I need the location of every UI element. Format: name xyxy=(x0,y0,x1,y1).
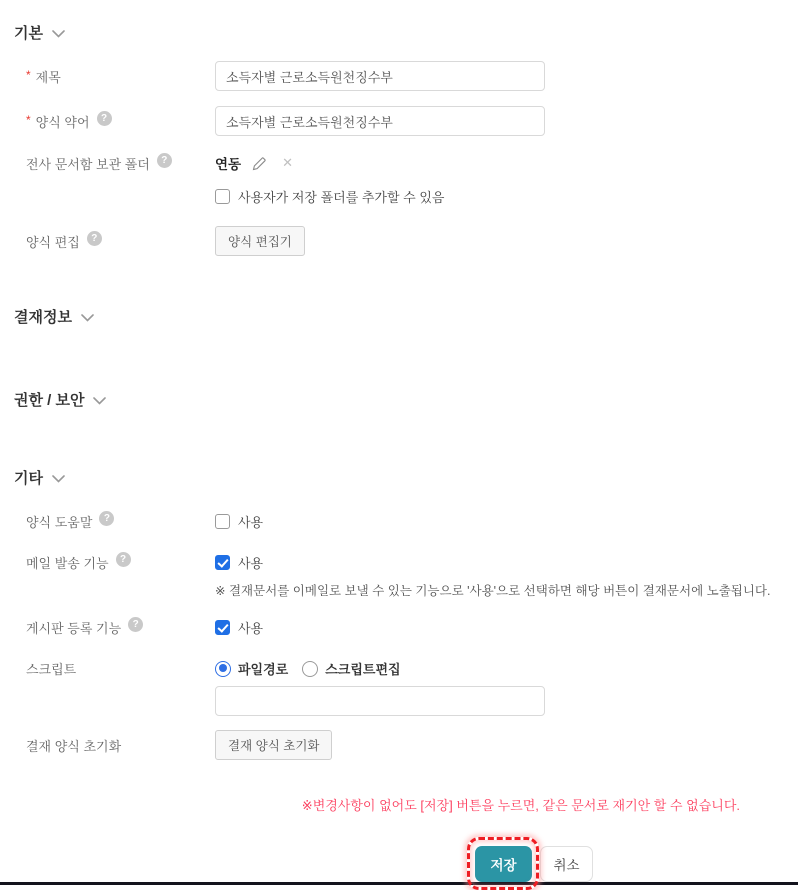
section-approval-info-title: 결재정보 xyxy=(14,309,72,326)
chevron-down-icon[interactable] xyxy=(52,475,65,483)
row-form-edit xyxy=(26,226,798,256)
abbr-input[interactable] xyxy=(215,106,545,136)
board-register-use-label: 사용 xyxy=(238,621,264,636)
form-help-use-label: 사용 xyxy=(238,515,264,530)
chevron-down-icon[interactable] xyxy=(81,314,94,322)
form-reset-button[interactable]: 결재 양식 초기화 xyxy=(215,730,332,760)
edit-pencil-icon[interactable] xyxy=(251,155,268,172)
section-permission-security[interactable] xyxy=(14,389,798,410)
script-path-input[interactable] xyxy=(215,686,545,716)
help-question-icon[interactable]: ? xyxy=(97,111,112,126)
close-icon[interactable]: ✕ xyxy=(282,155,293,170)
section-basic[interactable] xyxy=(14,22,798,43)
bottom-divider xyxy=(0,882,798,885)
board-register-checkbox[interactable] xyxy=(215,620,230,635)
help-question-icon[interactable]: ? xyxy=(157,153,172,168)
section-approval-info[interactable] xyxy=(14,306,798,327)
row-folder-add xyxy=(26,187,798,206)
help-question-icon[interactable]: ? xyxy=(87,231,102,246)
mail-send-use-label: 사용 xyxy=(238,556,264,571)
mail-send-label: 메일 발송 기능 ? xyxy=(26,553,215,572)
folder-value: 연동 xyxy=(215,157,242,172)
mail-send-checkbox[interactable] xyxy=(215,555,230,570)
save-button[interactable]: 저장 xyxy=(475,846,532,882)
row-form-reset xyxy=(26,730,798,760)
required-asterisk: * xyxy=(26,112,31,127)
row-script-input xyxy=(26,686,798,716)
section-etc-title: 기타 xyxy=(14,470,43,487)
help-question-icon[interactable]: ? xyxy=(116,552,131,567)
help-question-icon[interactable]: ? xyxy=(99,511,114,526)
row-title xyxy=(26,61,798,91)
chevron-down-icon[interactable] xyxy=(93,397,106,405)
script-label: 스크립트 xyxy=(26,662,77,677)
row-form-help xyxy=(26,512,798,531)
row-script xyxy=(26,659,798,678)
cancel-button[interactable]: 취소 xyxy=(540,846,593,882)
row-abbr xyxy=(26,106,798,136)
required-asterisk: * xyxy=(26,67,31,82)
user-folder-add-checkbox[interactable] xyxy=(215,189,230,204)
script-edit-radio[interactable] xyxy=(302,661,318,677)
chevron-down-icon[interactable] xyxy=(52,30,65,38)
title-label: * 제목 xyxy=(26,67,61,85)
mail-send-note: ※ 결재문서를 이메일로 보낼 수 있는 기능으로 '사용'으로 선택하면 해당 버튼이 결재문서에 노출됩니다. xyxy=(215,584,771,598)
script-file-path-label: 파일경로 xyxy=(238,662,289,677)
user-folder-add-label: 사용자가 저장 폴더를 추가할 수 있음 xyxy=(238,190,445,205)
section-etc[interactable] xyxy=(14,467,798,488)
script-file-path-radio[interactable] xyxy=(215,661,231,677)
section-basic-title: 기본 xyxy=(14,25,43,42)
help-question-icon[interactable]: ? xyxy=(128,617,143,632)
form-reset-label: 결재 양식 초기화 xyxy=(26,738,122,754)
row-folder xyxy=(26,153,798,173)
folder-label: 전사 문서함 보관 폴더 ? xyxy=(26,154,215,173)
row-board-register xyxy=(26,618,798,637)
title-input[interactable] xyxy=(215,61,545,91)
script-edit-label: 스크립트편집 xyxy=(325,662,401,677)
form-editor-button[interactable]: 양식 편집기 xyxy=(215,226,305,256)
form-help-checkbox[interactable] xyxy=(215,514,230,529)
button-bar xyxy=(0,846,798,882)
form-help-label: 양식 도움말 ? xyxy=(26,512,215,531)
save-warning-text: ※변경사항이 없어도 [저장] 버튼을 누르면, 같은 문서로 재기안 할 수 없습니다. xyxy=(301,798,740,813)
row-mail-send xyxy=(26,553,798,572)
abbr-label: * 양식 약어 ? xyxy=(26,112,215,131)
section-permission-security-title: 권한 / 보안 xyxy=(14,392,85,409)
form-edit-label: 양식 편집 ? xyxy=(26,232,215,251)
board-register-label: 게시판 등록 기능 ? xyxy=(26,618,215,637)
